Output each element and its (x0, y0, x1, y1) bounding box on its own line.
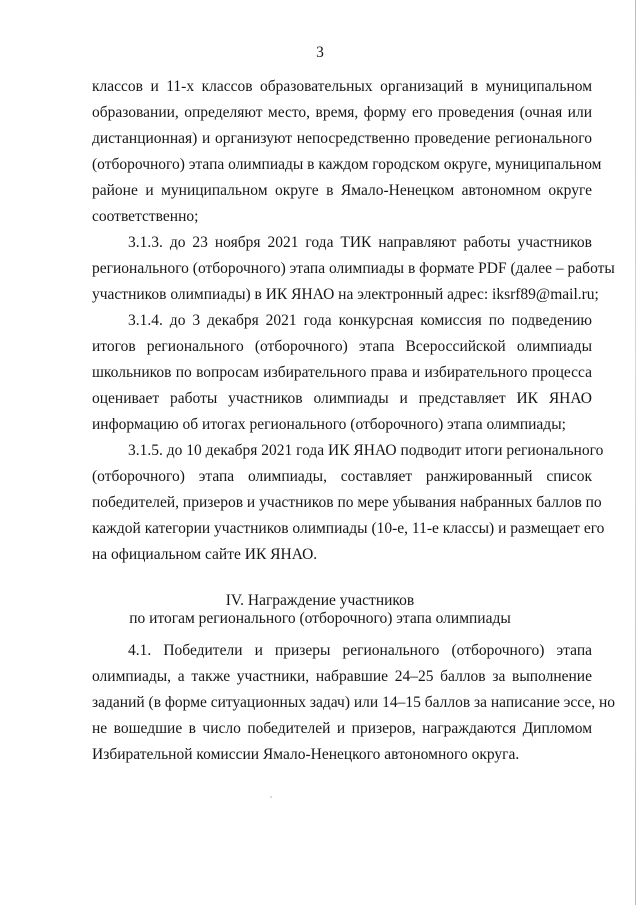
paragraph-line: каждой категории участников олимпиады (10-е, 11-е классы) и размещает его (92, 520, 605, 537)
paragraph-line: победителей, призеров и участников по мере убывания набранных баллов по (92, 494, 602, 511)
paragraph-line: 3.1.3. до 23 ноября 2021 года ТИК направляют работы участников (128, 234, 592, 251)
paragraph-line: итогов регионального (отборочного) этапа Всероссийской олимпиады (92, 338, 592, 355)
section-heading-title: IV. Награждение участников (225, 592, 415, 609)
paragraph-line: заданий (в форме ситуационных задач) или 14–15 баллов за написание эссе, но (92, 694, 616, 711)
paragraph-line: (отборочного) этапа олимпиады в каждом городском округе, муниципальном (92, 156, 602, 173)
paragraph-line: Избирательной комиссии Ямало-Ненецкого автономного округа. (92, 746, 520, 763)
paragraph-line: 3.1.5. до 10 декабря 2021 года ИК ЯНАО подводит итоги регионального (128, 442, 604, 459)
scan-speck (270, 796, 272, 798)
paragraph-line: классов и 11-х классов образовательных организаций в муниципальном (92, 78, 592, 95)
section-heading-subtitle: по итогам регионального (отборочного) этапа олимпиады (129, 610, 511, 627)
paragraph-line: олимпиады, а также участники, набравшие 24–25 баллов за выполнение (92, 668, 592, 685)
paragraph-line: соответственно; (92, 208, 199, 225)
paragraph-line: участников олимпиады) в ИК ЯНАО на электронный адрес: iksrf89@mail.ru; (92, 286, 599, 303)
page-number: 3 (316, 44, 324, 61)
paragraph-line: 3.1.4. до 3 декабря 2021 года конкурсная комиссия по подведению (128, 312, 592, 329)
paragraph-line: регионального (отборочного) этапа олимпиады в формате PDF (далее – работы (92, 260, 615, 277)
paragraph-line: оценивает работы участников олимпиады и представляет ИК ЯНАО (92, 390, 592, 407)
paragraph-line: на официальном сайте ИК ЯНАО. (92, 546, 318, 563)
paragraph-line: школьников по вопросам избирательного права и избирательного процесса (92, 364, 592, 381)
paragraph-line: районе и муниципальном округе в Ямало-Ненецком автономном округе (92, 182, 592, 199)
paragraph-line: не вошедшие в число победителей и призеров, награждаются Дипломом (92, 720, 592, 737)
scan-edge-line (635, 0, 636, 905)
paragraph-line: (отборочного) этапа олимпиады, составляет ранжированный список (92, 468, 592, 485)
paragraph-line: образовании, определяют место, время, форму его проведения (очная или (92, 104, 592, 121)
paragraph-line: дистанционная) и организуют непосредственно проведение регионального (92, 130, 592, 147)
paragraph-line: информацию об итогах регионального (отборочного) этапа олимпиады; (92, 416, 566, 433)
paragraph-line: 4.1. Победители и призеры регионального (отборочного) этапа (128, 642, 592, 659)
